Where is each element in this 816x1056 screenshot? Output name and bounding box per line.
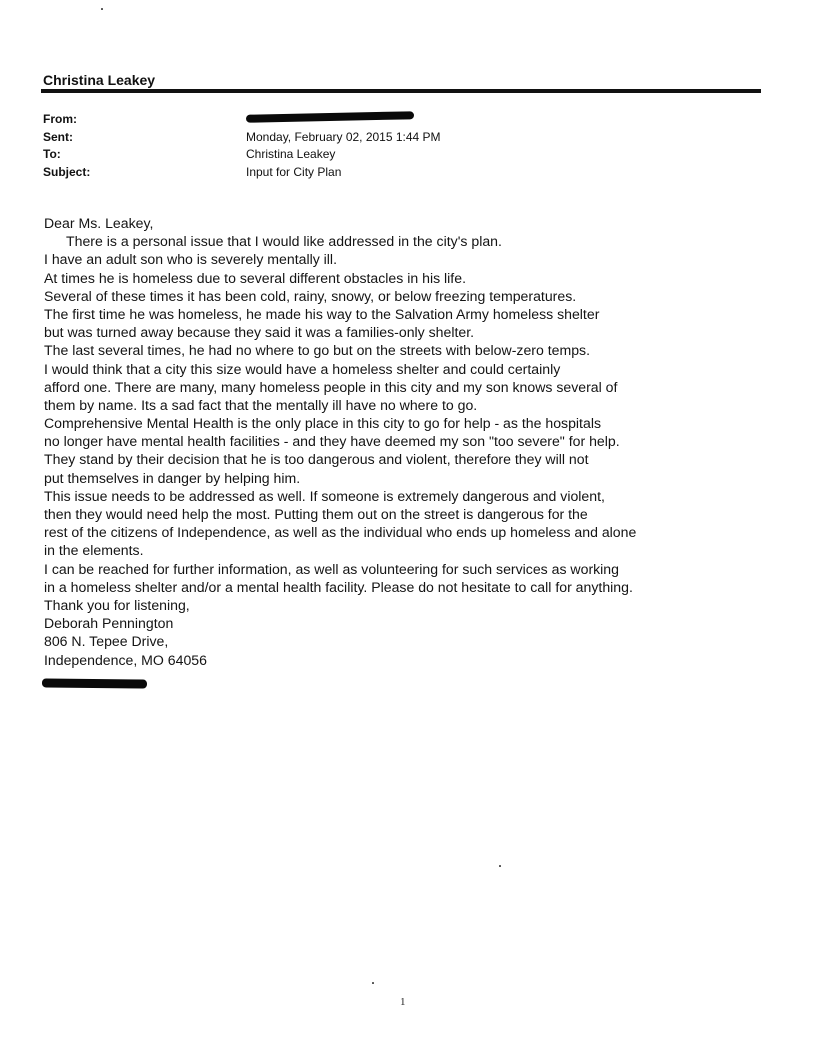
redaction-mark-phone bbox=[42, 678, 147, 688]
page-number: 1 bbox=[400, 996, 406, 1008]
address-line-1: 806 N. Tepee Drive, bbox=[44, 633, 169, 650]
body-line: The first time he was homeless, he made his way to the Salvation Army homeless shelter bbox=[44, 305, 600, 322]
body-line: then they would need help the most. Putting them out on the street is dangerous for the bbox=[44, 506, 588, 522]
body-line: Comprehensive Mental Health is the only place in this city to go for help - as the hospitals bbox=[44, 415, 601, 432]
body-line: rest of the citizens of Independence, as well as the individual who ends up homeless and alone bbox=[44, 524, 637, 541]
scan-speck bbox=[372, 982, 374, 984]
scan-speck bbox=[499, 865, 501, 867]
body-line: This issue needs to be addressed as well. If someone is extremely dangerous and violent, bbox=[44, 487, 605, 504]
email-header-labels bbox=[43, 111, 90, 181]
sender-name: Christina Leakey bbox=[43, 72, 156, 88]
subject-label: Subject: bbox=[43, 164, 91, 179]
body-line: in the elements. bbox=[44, 542, 144, 559]
body-line: them by name. Its a sad fact that the mentally ill have no where to go. bbox=[44, 396, 478, 413]
body-line: put themselves in danger by helping him. bbox=[44, 469, 301, 486]
sent-label: Sent: bbox=[43, 129, 73, 144]
email-body bbox=[44, 214, 636, 669]
body-line: I would think that a city this size would have a homeless shelter and could certainly bbox=[44, 360, 561, 377]
body-line: but was turned away because they said it was a families-only shelter. bbox=[44, 324, 475, 341]
to-value: Christina Leakey bbox=[246, 147, 336, 161]
body-line: I have an adult son who is severely mentally ill. bbox=[44, 251, 337, 268]
to-label: To: bbox=[43, 147, 61, 161]
sent-value: Monday, February 02, 2015 1:44 PM bbox=[246, 129, 441, 144]
body-line: The last several times, he had no where to go but on the streets with below-zero temps. bbox=[44, 342, 591, 359]
scan-speck bbox=[101, 8, 103, 10]
address-line-2: Independence, MO 64056 bbox=[44, 651, 207, 668]
signature-name: Deborah Pennington bbox=[44, 615, 174, 632]
body-line: At times he is homeless due to several different obstacles in his life. bbox=[44, 269, 466, 286]
body-line: afford one. There are many, many homeless people in this city and my son knows several of bbox=[44, 378, 618, 395]
body-line: There is a personal issue that I would like addressed in the city's plan. bbox=[66, 233, 502, 250]
body-line: no longer have mental health facilities - and they have deemed my son "too severe" for help. bbox=[44, 433, 620, 450]
subject-value: Input for City Plan bbox=[246, 164, 342, 179]
body-line: They stand by their decision that he is too dangerous and violent, therefore they will not bbox=[44, 451, 589, 468]
closing: Thank you for listening, bbox=[44, 596, 190, 613]
from-label: From: bbox=[43, 112, 77, 126]
body-line: Several of these times it has been cold, rainy, snowy, or below freezing temperatures. bbox=[44, 287, 577, 304]
header-divider bbox=[41, 89, 761, 93]
body-line: I can be reached for further information, as well as volunteering for such services as working bbox=[44, 560, 619, 577]
salutation: Dear Ms. Leakey, bbox=[44, 215, 154, 231]
body-line: in a homeless shelter and/or a mental health facility. Please do not hesitate to call for anything. bbox=[44, 578, 633, 595]
